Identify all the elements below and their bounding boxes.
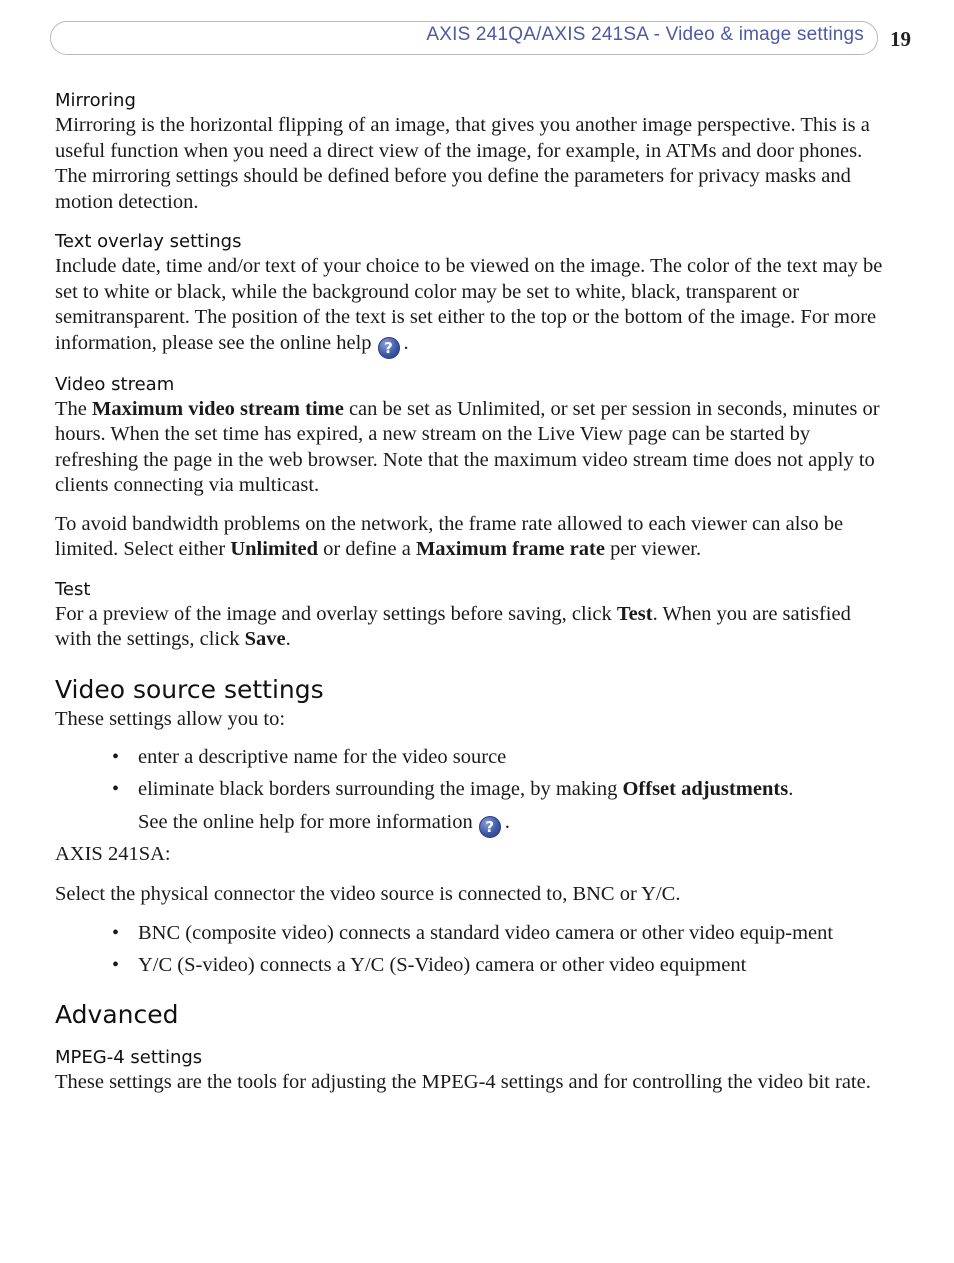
- bullet-icon: •: [112, 746, 120, 768]
- bold-term: Offset adjustments: [622, 777, 789, 800]
- bullet-icon: •: [112, 777, 120, 800]
- list-item-text: BNC (composite video) connects a standard video camera or other video equip-ment: [138, 922, 834, 944]
- video-source-list: [55, 745, 885, 838]
- page-number: 19: [890, 27, 911, 51]
- list-item: [55, 777, 885, 803]
- video-stream-paragraph-2: [55, 512, 885, 563]
- video-stream-section: [55, 373, 885, 563]
- bold-term: Test: [616, 602, 653, 625]
- list-item-text: .: [504, 811, 510, 833]
- page-header-title: AXIS 241QA/AXIS 241SA - Video & image settings: [426, 24, 864, 45]
- test-paragraph: [55, 602, 885, 653]
- mpeg4-heading: MPEG-4 settings: [55, 1047, 203, 1068]
- text-overlay-text: Include date, time and/or text of your choice to be viewed on the image. The color of the text may be set to white or black, while the background color may be set to white, black, transparent or semitransparent. The position of the text is set either to the top or the bottom of the image. For more information, please see the online help: [55, 255, 883, 354]
- video-source-intro: These settings allow you to:: [55, 707, 286, 730]
- test-heading: Test: [55, 578, 91, 600]
- text-overlay-end: .: [403, 331, 409, 354]
- bullet-icon: •: [112, 953, 120, 976]
- model-label: AXIS 241SA:: [55, 843, 171, 865]
- help-icon[interactable]: ?: [479, 816, 501, 838]
- list-item-text: Y/C (S-video) connects a Y/C (S-Video) camera or other video equipment: [138, 953, 747, 976]
- mirroring-heading: Mirroring: [55, 90, 136, 111]
- text-run: The: [55, 397, 87, 420]
- text-overlay-paragraph: [55, 254, 885, 359]
- mirroring-section: [55, 89, 885, 215]
- page-content: [55, 89, 885, 1096]
- list-item: [55, 953, 885, 979]
- list-item-text: enter a descriptive name for the video source: [138, 746, 507, 768]
- text-run: . When you are satisfied with the settings, click: [55, 602, 851, 650]
- test-section: [55, 578, 885, 653]
- text-overlay-section: [55, 230, 885, 359]
- bullet-icon: •: [112, 922, 120, 944]
- text-run: .: [285, 628, 291, 650]
- video-source-section: [55, 673, 885, 979]
- help-icon[interactable]: ?: [378, 337, 400, 359]
- mirroring-text: Mirroring is the horizontal flipping of an image, that gives you another image perspective. This is a useful function when you need a direct view of the image, for example, in ATMs and door phones. The mirroring settings should be defined before you define the parameters for privacy masks and motion detection.: [55, 114, 870, 213]
- mpeg4-text: These settings are the tools for adjusting the MPEG-4 settings and for controlling the video bit rate.: [55, 1071, 871, 1093]
- list-item-text: eliminate black borders surrounding the image, by making: [138, 777, 618, 800]
- text-overlay-heading: Text overlay settings: [55, 231, 242, 252]
- list-item: [55, 921, 885, 947]
- text-run: can be set as Unlimited, or set per session in seconds, minutes or hours. When the set time has expired, a new stream on the Live View page can be started by refreshing the page in the web browser. Note that the maximum video stream time does not apply to clients connecting via multicast.: [55, 397, 880, 496]
- video-source-heading: Video source settings: [55, 674, 324, 704]
- advanced-heading: Advanced: [55, 1000, 179, 1029]
- text-run: per viewer.: [610, 538, 702, 560]
- bold-term: Save: [244, 628, 286, 650]
- advanced-section: [55, 998, 885, 1096]
- list-item: [55, 745, 885, 771]
- bold-term: Maximum frame rate: [415, 538, 605, 560]
- video-stream-heading: Video stream: [55, 373, 175, 395]
- text-run: or define a: [323, 538, 411, 560]
- text-run: For a preview of the image and overlay settings before saving, click: [55, 602, 612, 625]
- list-item-help-line: [55, 810, 885, 838]
- list-item-text: .: [788, 777, 794, 800]
- connector-list: [55, 921, 885, 978]
- bold-term: Unlimited: [230, 538, 319, 560]
- video-stream-paragraph-1: [55, 397, 885, 499]
- connector-select-text: Select the physical connector the video source is connected to, BNC or Y/C.: [55, 882, 681, 905]
- list-item-text: See the online help for more information: [138, 811, 473, 833]
- text-run: To avoid bandwidth problems on the network, the frame rate allowed to each viewer can also be limited. Select either: [55, 512, 844, 560]
- bold-term: Maximum video stream time: [92, 397, 344, 420]
